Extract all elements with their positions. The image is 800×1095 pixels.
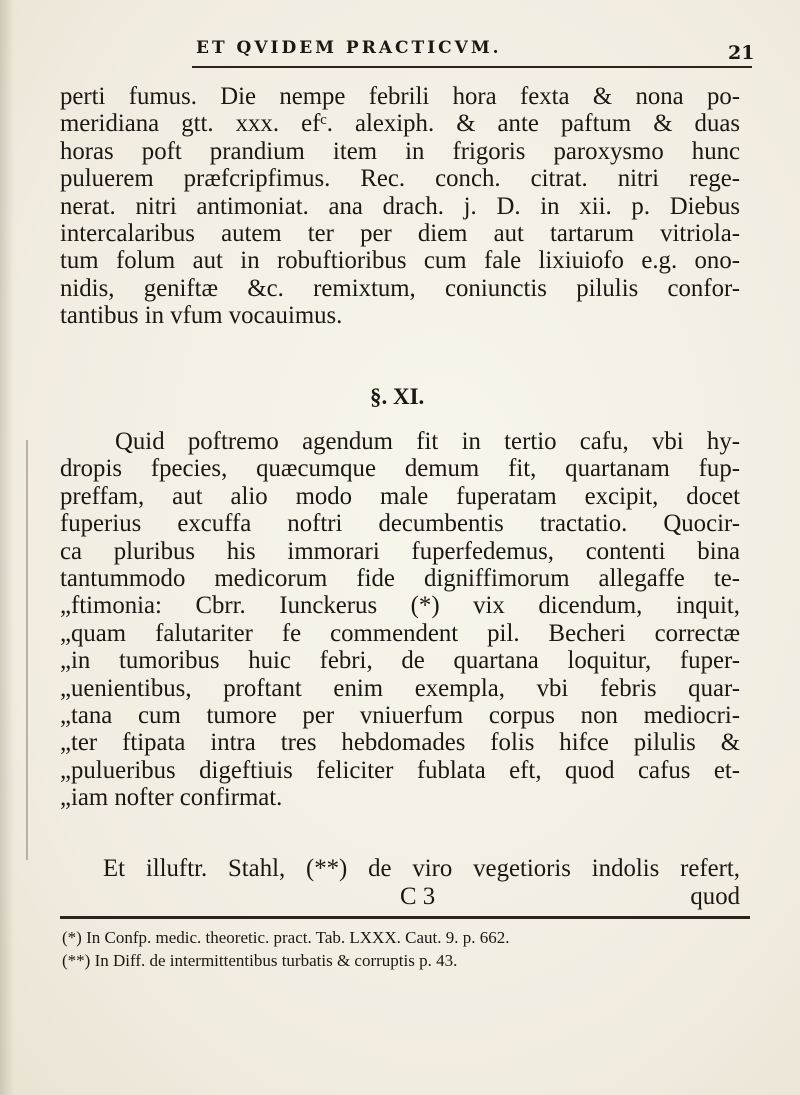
footnote: (*) In Confp. medic. theoretic. pract. Tab. LXXX. Caut. 9. p. 662. [62, 928, 510, 947]
paragraph-3 [60, 855, 740, 882]
text-line: „ftimonia: Cbrr. Iunckerus (*) vix dicendum, inquit, [60, 592, 740, 620]
text-line: „uenientibus, proftant enim exempla, vbi febris quar- [60, 674, 740, 702]
text-line: Et illuftr. Stahl, (**) de viro vegetioris indolis refert, [103, 855, 740, 882]
page-edge-shadow [0, 0, 14, 1095]
paragraph-1 [60, 83, 740, 330]
page-number: 21 [728, 42, 755, 64]
text-line: ca pluribus his immorari fuperfedemus, contenti bina [60, 537, 740, 565]
signature-row [400, 883, 740, 911]
text-line: meridiana gtt. xxx. efᶜ. alexiph. & ante paftum & duas [60, 110, 740, 138]
paragraph-2 [60, 428, 740, 811]
footnote-rule [60, 916, 750, 919]
footnote: (**) In Diff. de intermittentibus turbatis & corruptis p. 43. [62, 951, 458, 970]
text-line: „tana cum tumore per vniuerfum corpus non mediocri- [60, 701, 740, 729]
text-line: perti fumus. Die nempe febrili hora fexta & nona po- [60, 83, 740, 110]
text-line: „pulueribus digeftiuis feliciter fublata eft, quod cafus et- [60, 756, 740, 784]
running-title: ET QVIDEM PRACTICVM. [196, 38, 502, 58]
text-line: tum folum aut in robuftioribus cum fale lixiuiofo e.g. ono- [60, 247, 740, 275]
text-line: tantummodo medicorum fide digniffimorum allegaffe te- [60, 564, 740, 592]
header-rule [192, 66, 752, 68]
text-line: nidis, geniftæ &c. remixtum, coniunctis pilulis confor- [60, 274, 740, 302]
text-line: „iam nofter confirmat. [60, 784, 283, 812]
text-line: dropis fpecies, quæcumque demum fit, quartanam fup- [60, 455, 740, 483]
text-line: Quid poftremo agendum fit in tertio cafu, vbi hy- [115, 428, 740, 455]
footnotes [62, 926, 752, 972]
text-line: tantibus in vfum vocauimus. [60, 302, 343, 330]
signature-mark: C 3 [400, 883, 436, 910]
text-line: nerat. nitri antimoniat. ana drach. j. D. in xii. p. Diebus [60, 192, 740, 220]
text-line: preffam, aut alio modo male fuperatam excipit, docet [60, 482, 740, 510]
text-line: horas poft prandium item in frigoris paroxysmo hunc [60, 137, 740, 165]
catchword: quod [690, 883, 740, 910]
text-line: intercalaribus autem ter per diem aut tartarum vitriola- [60, 219, 740, 247]
text-line: fuperius excuffa noftri decumbentis tractatio. Quocir- [60, 510, 740, 538]
text-line: „quam falutariter fe commendent pil. Becheri correctæ [60, 619, 740, 647]
text-line: „ter ftipata intra tres hebdomades folis hifce pilulis & [60, 729, 740, 757]
margin-bracket [26, 440, 28, 860]
section-heading: §. XI. [370, 384, 425, 409]
text-line: „in tumoribus huic febri, de quartana loquitur, fuper- [60, 647, 740, 675]
text-line: puluerem præfcripfimus. Rec. conch. citrat. nitri rege- [60, 165, 740, 193]
